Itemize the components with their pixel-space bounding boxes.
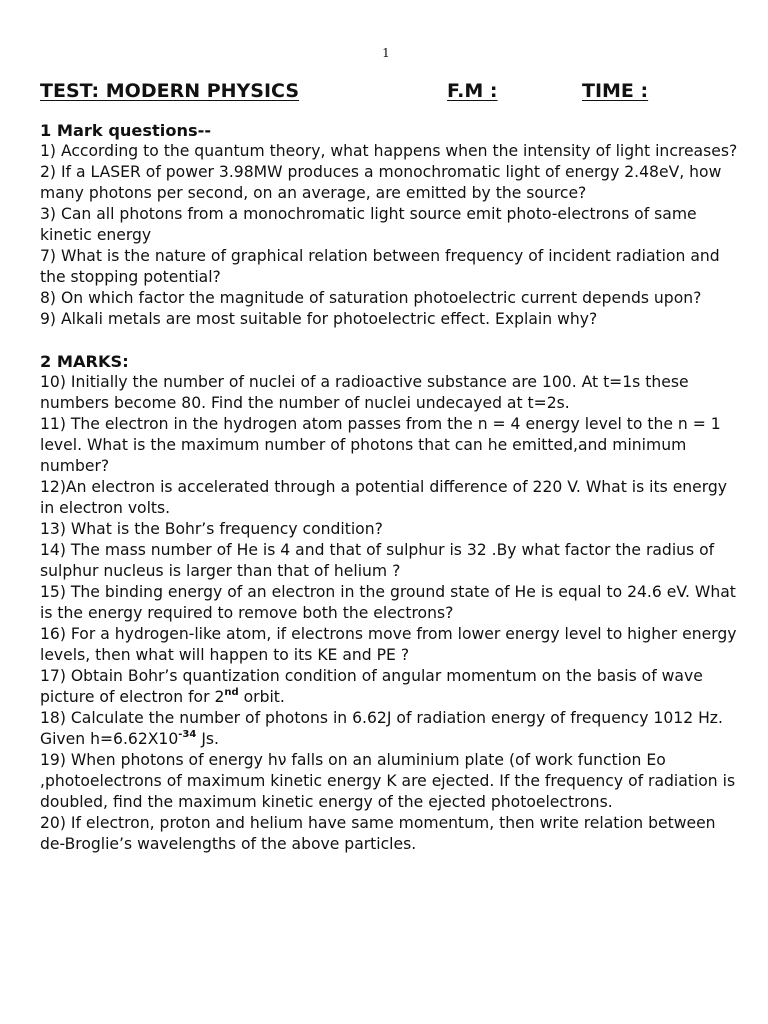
question-17-text: 17) Obtain Bohr’s quantization condition of angular momentum on the basis of wave picture of electron for 2 [40,667,703,706]
question-12: 12)An electron is accelerated through a potential difference of 220 V. What is its energy in electron volts. [40,478,728,517]
question-paper-body [40,120,740,855]
time-label: TIME : [582,80,649,102]
question-11: 11) The electron in the hydrogen atom passes from the n = 4 energy level to the n = 1 level. What is the maximum number of photons that can he emitted,and minimum number? [40,415,721,475]
question-16: 16) For a hydrogen-like atom, if electrons move from lower energy level to higher energy levels, then what will happen to its KE and PE ? [40,625,737,664]
question-7: 7) What is the nature of graphical relation between frequency of incident radiation and the stopping potential? [40,247,720,286]
question-1: 1) According to the quantum theory, what happens when the intensity of light increases? [40,142,738,160]
question-17 [40,666,740,708]
question-15: 15) The binding energy of an electron in the ground state of He is equal to 24.6 eV. What is the energy required to remove both the electrons? [40,583,736,622]
test-header [40,80,740,106]
question-2: 2) If a LASER of power 3.98MW produces a monochromatic light of energy 2.48eV, how many photons per second, on an average, are emitted by the source? [40,163,722,202]
question-20: 20) If electron, proton and helium have same momentum, then write relation between de-Broglie’s wavelengths of the above particles. [40,814,716,853]
question-18 [40,708,740,750]
question-9: 9) Alkali metals are most suitable for photoelectric effect. Explain why? [40,310,598,328]
question-18-tail: Js. [196,730,219,748]
question-14: 14) The mass number of He is 4 and that of sulphur is 32 .By what factor the radius of sulphur nucleus is larger than that of helium ? [40,541,715,580]
question-17-superscript: nd [224,687,239,698]
page-number: 1 [382,46,390,60]
question-17-tail: orbit. [238,688,285,706]
question-18-superscript: -34 [178,729,197,740]
question-8: 8) On which factor the magnitude of saturation photoelectric current depends upon? [40,289,702,307]
section-heading-1-mark: 1 Mark questions-- [40,121,212,140]
question-18-text: 18) Calculate the number of photons in 6.62J of radiation energy of frequency 1012 Hz. Given h=6.62X10 [40,709,723,748]
full-marks-label: F.M : [447,80,498,102]
section-spacer [40,330,740,351]
question-10: 10) Initially the number of nuclei of a radioactive substance are 100. At t=1s these numbers become 80. Find the number of nuclei undecayed at t=2s. [40,373,689,412]
test-title: TEST: MODERN PHYSICS [40,80,300,102]
question-3: 3) Can all photons from a monochromatic light source emit photo-electrons of same kinetic energy [40,205,697,244]
question-13: 13) What is the Bohr’s frequency condition? [40,520,383,538]
question-19: 19) When photons of energy hν falls on an aluminium plate (of work function Eo ,photoelectrons of maximum kinetic energy K are ejected. If the frequency of radiation is doubled, find the maximum kinetic energy of the ejected photoelectrons. [40,751,736,811]
section-heading-2-marks: 2 MARKS: [40,352,129,371]
